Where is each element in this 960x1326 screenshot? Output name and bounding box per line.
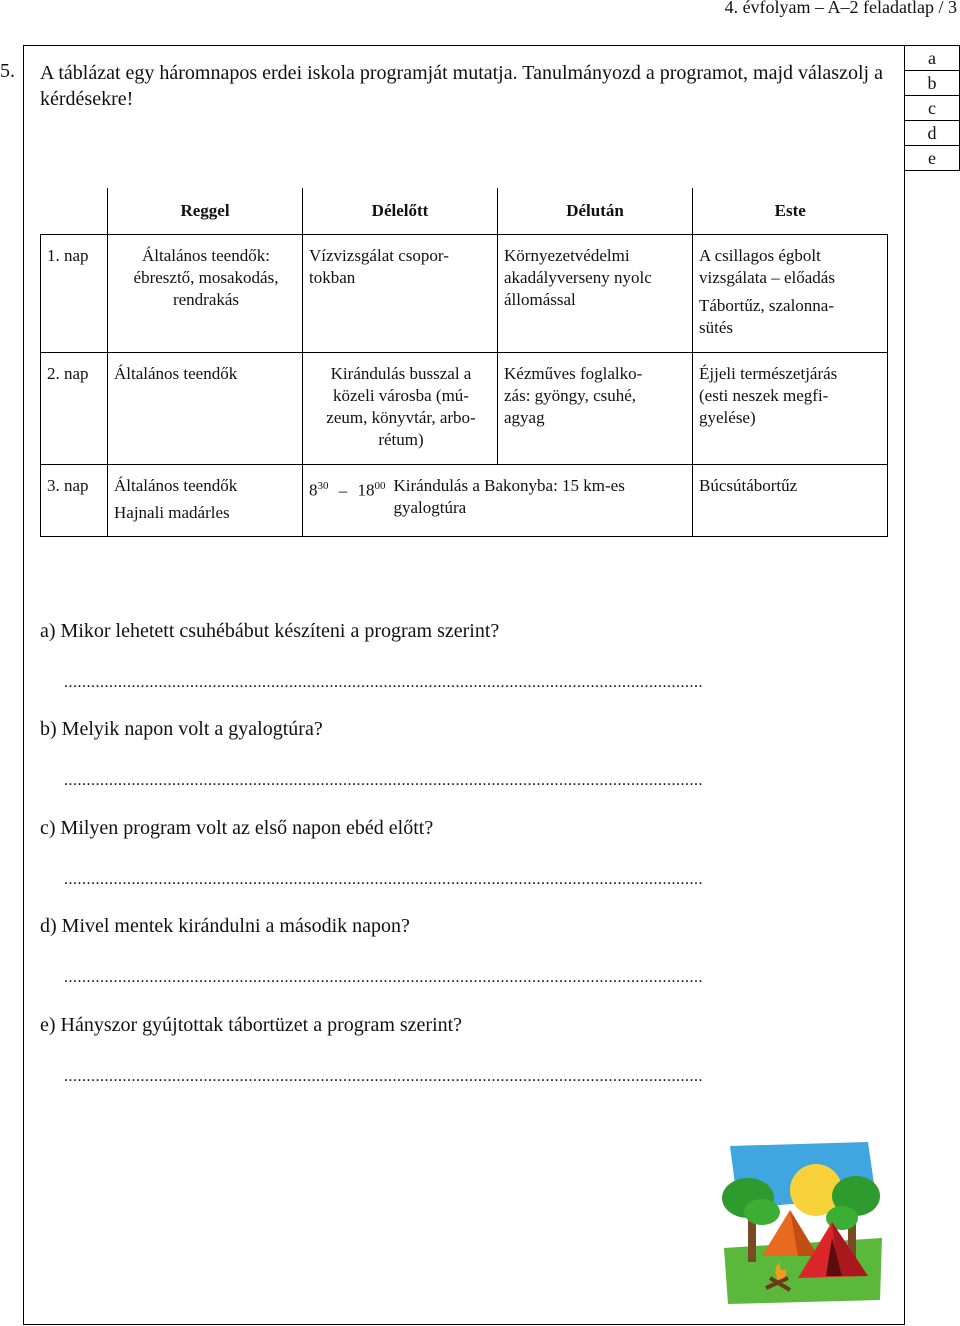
cell-line: zeum, könyvtár, arbo- [326, 408, 476, 427]
cell-delutan [498, 235, 693, 353]
cell-line: Hajnali madárles [114, 503, 230, 522]
header-empty [41, 188, 108, 235]
score-letter-d: d [905, 121, 960, 146]
cell-line: A csillagos égbolt [699, 246, 821, 265]
cell-reggel [108, 465, 303, 537]
answer-line-c[interactable]: .............................................................................................................................................. [64, 871, 703, 888]
score-letter-a: a [905, 46, 960, 71]
cell-line: Kézműves foglalko- [504, 364, 643, 383]
question-e: e) Hányszor gyújtottak tábortüzet a program szerint? [40, 1014, 463, 1036]
cell-line: Vízvizsgálat csopor- [309, 246, 449, 265]
question-b: b) Melyik napon volt a gyalogtúra? [40, 718, 323, 740]
cell-line: Általános teendők: [142, 246, 270, 265]
score-letter-b: b [905, 71, 960, 96]
cell-este [693, 235, 888, 353]
cell-line: közeli városba (mú- [333, 386, 469, 405]
answer-line-e[interactable]: .............................................................................................................................................. [64, 1068, 703, 1085]
score-letter-c: c [905, 96, 960, 121]
table-header-row [41, 188, 888, 235]
hike-dash: – [338, 480, 348, 500]
cell-este [693, 353, 888, 465]
cell-line: Környezetvédelmi [504, 246, 630, 265]
answer-line-b[interactable]: .............................................................................................................................................. [64, 772, 703, 789]
header-delelott: Délelőtt [303, 188, 498, 235]
cell-line: vizsgálata – előadás [699, 268, 835, 287]
cell-line: Általános teendők [114, 364, 238, 383]
header-reggel: Reggel [108, 188, 303, 235]
cell-line: Kirándulás a Bakonyba: 15 km-es [393, 476, 625, 495]
cell-line: állomással [504, 290, 576, 309]
cell-line: akadályverseny nyolc [504, 268, 652, 287]
cell-line: gyalogtúra [393, 498, 467, 517]
cell-line: rétum) [378, 430, 424, 449]
question-d: d) Mivel mentek kirándulni a második napon? [40, 915, 410, 937]
answer-line-a[interactable]: .............................................................................................................................................. [64, 674, 703, 691]
cell-delutan [498, 353, 693, 465]
cell-line: (esti neszek megfi- [699, 386, 829, 405]
cell-line: ébresztő, mosakodás, [133, 268, 279, 287]
hike-time [309, 475, 386, 502]
cell-line: gyelése) [699, 408, 756, 427]
cell-delelott [303, 353, 498, 465]
page-header: 4. évfolyam – A–2 feladatlap / 3 [724, 0, 957, 17]
task-intro: A táblázat egy háromnapos erdei iskola programját mutatja. Tanulmányozd a programot, majd válaszolj a kérdésekre! [40, 62, 883, 110]
cell-line: Búcsútábortűz [699, 476, 798, 495]
cell-hike [303, 465, 693, 537]
cell-line: rendrakás [172, 290, 240, 309]
cell-este [693, 465, 888, 537]
cell-line: zás: gyöngy, csuhé, [504, 386, 637, 405]
camping-tents-icon [718, 1138, 888, 1308]
cell-line: agyag [504, 408, 545, 427]
header-este: Este [693, 188, 888, 235]
answer-line-d[interactable]: .............................................................................................................................................. [64, 969, 703, 986]
question-a: a) Mikor lehetett csuhébábut készíteni a program szerint? [40, 620, 500, 642]
hike-start-min: 30 [317, 480, 329, 492]
cell-reggel [108, 235, 303, 353]
cell-line: Kirándulás busszal a [330, 364, 472, 383]
program-table [40, 188, 888, 537]
cell-line: sütés [699, 318, 733, 337]
day-label: 1. nap [41, 235, 108, 353]
score-letter-e: e [905, 146, 960, 171]
cell-reggel [108, 353, 303, 465]
hike-text [394, 475, 662, 519]
hike-end-min: 00 [374, 480, 386, 492]
table-row-day-3 [41, 465, 888, 537]
task-number: 5. [0, 60, 15, 82]
hike-start-hour: 8 [309, 480, 318, 500]
day-label: 2. nap [41, 353, 108, 465]
day-label: 3. nap [41, 465, 108, 537]
hike-end-hour: 18 [357, 480, 375, 500]
question-c: c) Milyen program volt az első napon ebéd előtt? [40, 817, 434, 839]
cell-line: tokban [309, 268, 356, 287]
table-row-day-1 [41, 235, 888, 353]
score-box [904, 45, 960, 171]
cell-line: Általános teendők [114, 476, 238, 495]
cell-delelott [303, 235, 498, 353]
cell-line: Tábortűz, szalonna- [699, 296, 834, 315]
table-row-day-2 [41, 353, 888, 465]
header-delutan: Délután [498, 188, 693, 235]
cell-line: Éjjeli természetjárás [699, 364, 838, 383]
